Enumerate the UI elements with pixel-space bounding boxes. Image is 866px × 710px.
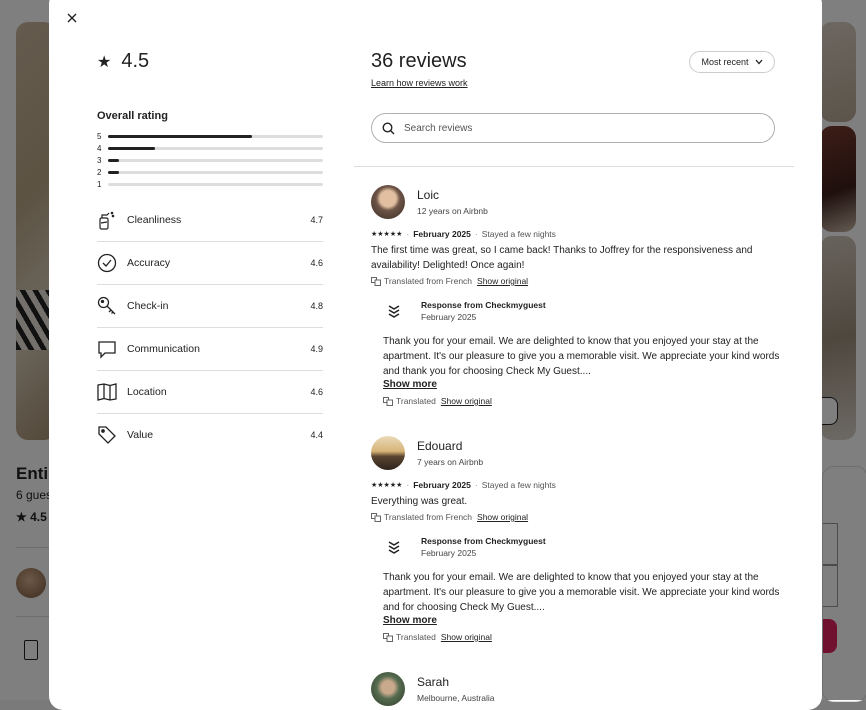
learn-how-reviews-work-link[interactable]: Learn how reviews work	[371, 78, 468, 88]
map-icon	[97, 383, 117, 401]
response-date: February 2025	[421, 312, 477, 322]
search-input[interactable]	[402, 122, 766, 135]
review-item	[371, 436, 781, 642]
reviews-count-title: 36 reviews	[371, 50, 467, 72]
category-label: Communication	[127, 343, 200, 355]
rating-bar-track	[108, 171, 323, 174]
host-response	[383, 300, 781, 406]
chat-bubble-icon	[97, 339, 117, 359]
close-button[interactable]	[63, 10, 81, 28]
category-label: Location	[127, 386, 167, 398]
rating-bar-track	[108, 159, 323, 162]
translation-note: Translated Show original	[383, 632, 781, 642]
category-location	[97, 371, 323, 414]
rating-bar-label: 2	[97, 167, 102, 177]
show-more-link[interactable]: Show more	[383, 615, 437, 626]
response-text: Thank you for your email. We are delighted to know that you enjoyed your stay at the apartment. It's our pleasure to give you a memorable visit. We appreciate your kind words and for choosing Check My Guest....	[383, 572, 780, 613]
overall-score	[97, 50, 149, 73]
reviews-modal	[49, 0, 822, 710]
reviewer-name: Loic	[417, 188, 440, 202]
response-from: Response from Checkmyguest	[421, 536, 546, 546]
category-value: 4.9	[310, 344, 323, 354]
review-text: The first time was great, so I came back! Thanks to Joffrey for the responsiveness and availability! Delighted! Once again!	[371, 245, 753, 271]
category-value: 4.7	[310, 215, 323, 225]
review-meta: ★★★★★ · February 2025 · Stayed a few nights	[371, 229, 556, 239]
checkmyguest-logo-icon	[387, 540, 401, 554]
avatar[interactable]	[371, 436, 405, 470]
sort-label: Most recent	[701, 57, 749, 67]
category-check-in	[97, 285, 323, 328]
reviewer-name: Sarah	[417, 675, 450, 689]
stay-length: Stayed a few nights	[481, 229, 556, 239]
tag-icon	[97, 425, 117, 445]
show-original-link[interactable]: Show original	[477, 276, 529, 286]
star-icon: ★	[97, 53, 112, 71]
sort-dropdown[interactable]	[689, 51, 775, 73]
category-value: 4.4	[310, 430, 323, 440]
search-box[interactable]	[371, 113, 775, 143]
rating-bar-row	[97, 142, 323, 154]
review-stars: ★★★★★	[371, 231, 403, 238]
divider	[354, 166, 794, 167]
review-item	[371, 185, 781, 406]
translate-icon	[383, 633, 393, 642]
rating-distribution	[97, 130, 323, 190]
avatar[interactable]	[371, 185, 405, 219]
category-communication	[97, 328, 323, 371]
show-original-link[interactable]: Show original	[477, 512, 529, 522]
review-stars: ★★★★★	[371, 482, 403, 489]
rating-bar-label: 1	[97, 179, 102, 189]
category-label: Check-in	[127, 300, 169, 312]
rating-bar-fill	[108, 147, 155, 150]
reviewer-tenure: 7 years on Airbnb	[417, 457, 484, 467]
spray-bottle-icon	[97, 210, 115, 230]
category-value: 4.6	[310, 258, 323, 268]
rating-bar-row	[97, 154, 323, 166]
category-cleanliness	[97, 199, 323, 242]
rating-bar-track	[108, 135, 323, 138]
translate-icon	[371, 513, 381, 522]
reviewer-tenure: 12 years on Airbnb	[417, 206, 488, 216]
category-label: Accuracy	[127, 257, 171, 269]
rating-bar-row	[97, 178, 323, 190]
rating-bar-row	[97, 130, 323, 142]
overall-score-value: 4.5	[121, 50, 150, 72]
rating-bar-row	[97, 166, 323, 178]
translation-note: Translated from French Show original	[371, 512, 781, 522]
close-icon	[67, 13, 77, 23]
category-ratings	[97, 199, 323, 456]
checkmyguest-logo-icon	[387, 304, 401, 318]
stay-length: Stayed a few nights	[481, 480, 556, 490]
rating-bar-fill	[108, 135, 252, 138]
reviewer-name: Edouard	[417, 439, 463, 453]
show-original-link[interactable]: Show original	[440, 632, 492, 642]
search-icon	[382, 122, 395, 135]
review-date: February 2025	[413, 480, 471, 490]
category-value: 4.6	[310, 387, 323, 397]
rating-bar-label: 5	[97, 131, 102, 141]
rating-bar-label: 3	[97, 155, 102, 165]
rating-bar-label: 4	[97, 143, 102, 153]
review-meta: ★★★★★ · February 2025 · Stayed a few nights	[371, 480, 556, 490]
category-accuracy	[97, 242, 323, 285]
show-more-link[interactable]: Show more	[383, 379, 437, 390]
key-icon	[97, 296, 117, 316]
host-response	[383, 536, 781, 642]
review-date: February 2025	[413, 229, 471, 239]
translate-icon	[383, 397, 393, 406]
category-value-rating	[97, 414, 323, 456]
avatar[interactable]	[371, 672, 405, 706]
category-value: 4.8	[310, 301, 323, 311]
overall-rating-title: Overall rating	[97, 110, 168, 122]
show-original-link[interactable]: Show original	[440, 396, 492, 406]
category-label: Cleanliness	[127, 214, 182, 226]
rating-bar-track	[108, 183, 323, 186]
reviewer-location: Melbourne, Australia	[417, 693, 495, 703]
rating-bar-fill	[108, 159, 119, 162]
translate-icon	[371, 277, 381, 286]
chevron-down-icon	[755, 59, 763, 65]
rating-bar-track	[108, 147, 323, 150]
review-item	[371, 672, 781, 706]
response-from: Response from Checkmyguest	[421, 300, 546, 310]
translation-note: Translated Show original	[383, 396, 781, 406]
category-label: Value	[127, 429, 154, 441]
response-date: February 2025	[421, 548, 477, 558]
translation-note: Translated from French Show original	[371, 276, 781, 286]
response-text: Thank you for your email. We are delighted to know that you enjoyed your stay at the apartment. It's our pleasure to give you a memorable visit. We appreciate your kind words and thank you for choosing Check My Guest....	[383, 336, 780, 377]
check-circle-icon	[97, 253, 117, 273]
rating-bar-fill	[108, 171, 119, 174]
review-text: Everything was great.	[371, 496, 468, 507]
